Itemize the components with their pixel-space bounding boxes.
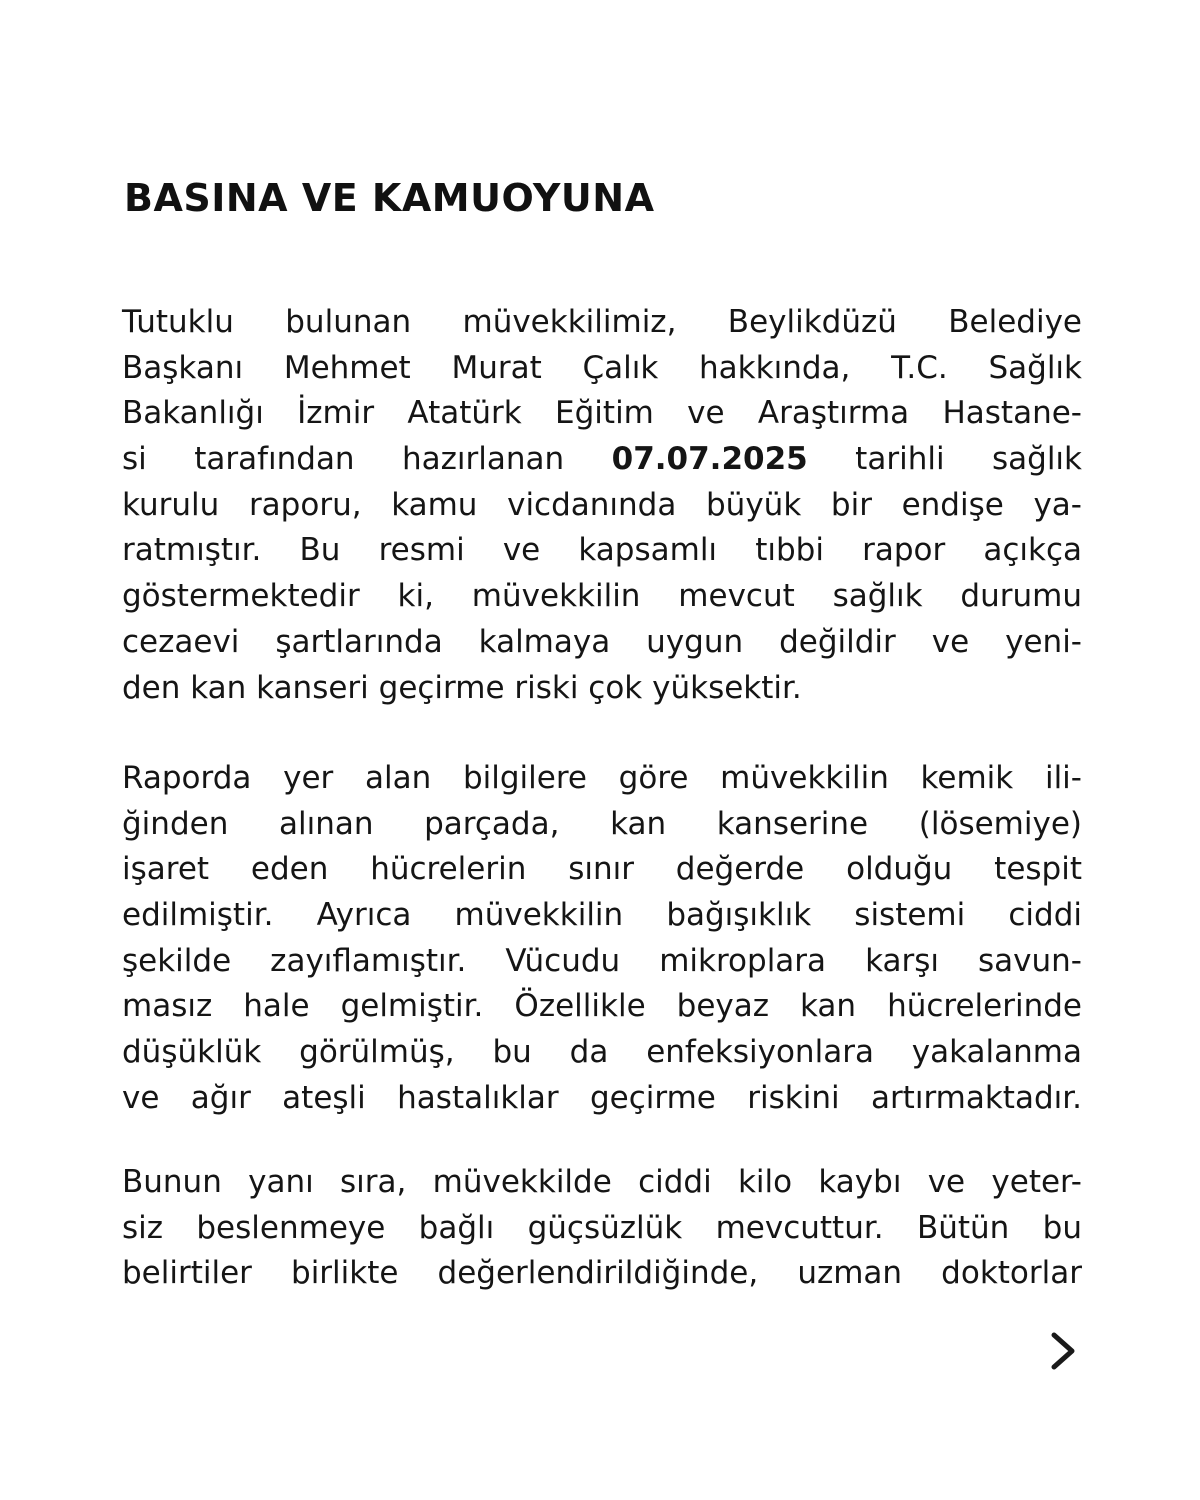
paragraph-line: ğinden alınan parçada, kan kanserine (lösemiye) bbox=[122, 805, 1082, 842]
paragraph-line: cezaevi şartlarında kalmaya uygun değildir ve yeni- bbox=[122, 623, 1082, 660]
document-title: BASINA VE KAMUOYUNA bbox=[124, 176, 655, 220]
paragraph-line: belirtiler birlikte değerlendirildiğinde, uzman doktorlar bbox=[122, 1255, 1082, 1292]
paragraph-line: kurulu raporu, kamu vicdanında büyük bir endişe ya- bbox=[122, 486, 1082, 523]
paragraph-line: ve ağır ateşli hastalıklar geçirme riskini artırmaktadır. bbox=[122, 1079, 1082, 1116]
paragraph-1 bbox=[122, 300, 1082, 711]
next-page-button[interactable] bbox=[1046, 1331, 1080, 1371]
paragraph-line: düşüklük görülmüş, bu da enfeksiyonlara yakalanma bbox=[122, 1034, 1082, 1071]
paragraph-line: Tutuklu bulunan müvekkilimiz, Beylikdüzü Belediye bbox=[122, 304, 1082, 340]
report-date: 07.07.2025 bbox=[611, 441, 808, 478]
paragraph-line: şekilde zayıflamıştır. Vücudu mikroplara karşı savun- bbox=[122, 942, 1082, 979]
chevron-right-icon bbox=[1046, 1331, 1080, 1371]
line-text-before-date: si tarafından hazırlanan bbox=[122, 441, 612, 478]
paragraph-line: Raporda yer alan bilgilere göre müvekkilin kemik ili- bbox=[122, 760, 1082, 796]
paragraph-3 bbox=[122, 1160, 1082, 1297]
paragraph-line: ratmıştır. Bu resmi ve kapsamlı tıbbi rapor açıkça bbox=[122, 532, 1082, 569]
paragraph-line: edilmiştir. Ayrıca müvekkilin bağışıklık sistemi ciddi bbox=[122, 897, 1082, 934]
paragraph-line: Başkanı Mehmet Murat Çalık hakkında, T.C. Sağlık bbox=[122, 349, 1082, 386]
paragraph-line: masız hale gelmiştir. Özellikle beyaz kan hücrelerinde bbox=[122, 988, 1082, 1025]
paragraph-line-with-date bbox=[122, 437, 1082, 483]
line-text-after-date: tarihli sağlık bbox=[807, 441, 1082, 478]
paragraph-line: göstermektedir ki, müvekkilin mevcut sağlık durumu bbox=[122, 578, 1082, 615]
paragraph-line: Bakanlığı İzmir Atatürk Eğitim ve Araştırma Hastane- bbox=[122, 395, 1082, 432]
paragraph-line: siz beslenmeye bağlı güçsüzlük mevcuttur. Bütün bu bbox=[122, 1209, 1082, 1246]
paragraph-line: Bunun yanı sıra, müvekkilde ciddi kilo kaybı ve yeter- bbox=[122, 1164, 1082, 1200]
paragraph-2 bbox=[122, 756, 1082, 1122]
paragraph-line: işaret eden hücrelerin sınır değerde olduğu tespit bbox=[122, 851, 1082, 888]
paragraph-line: den kan kanseri geçirme riski çok yüksektir. bbox=[122, 669, 802, 706]
